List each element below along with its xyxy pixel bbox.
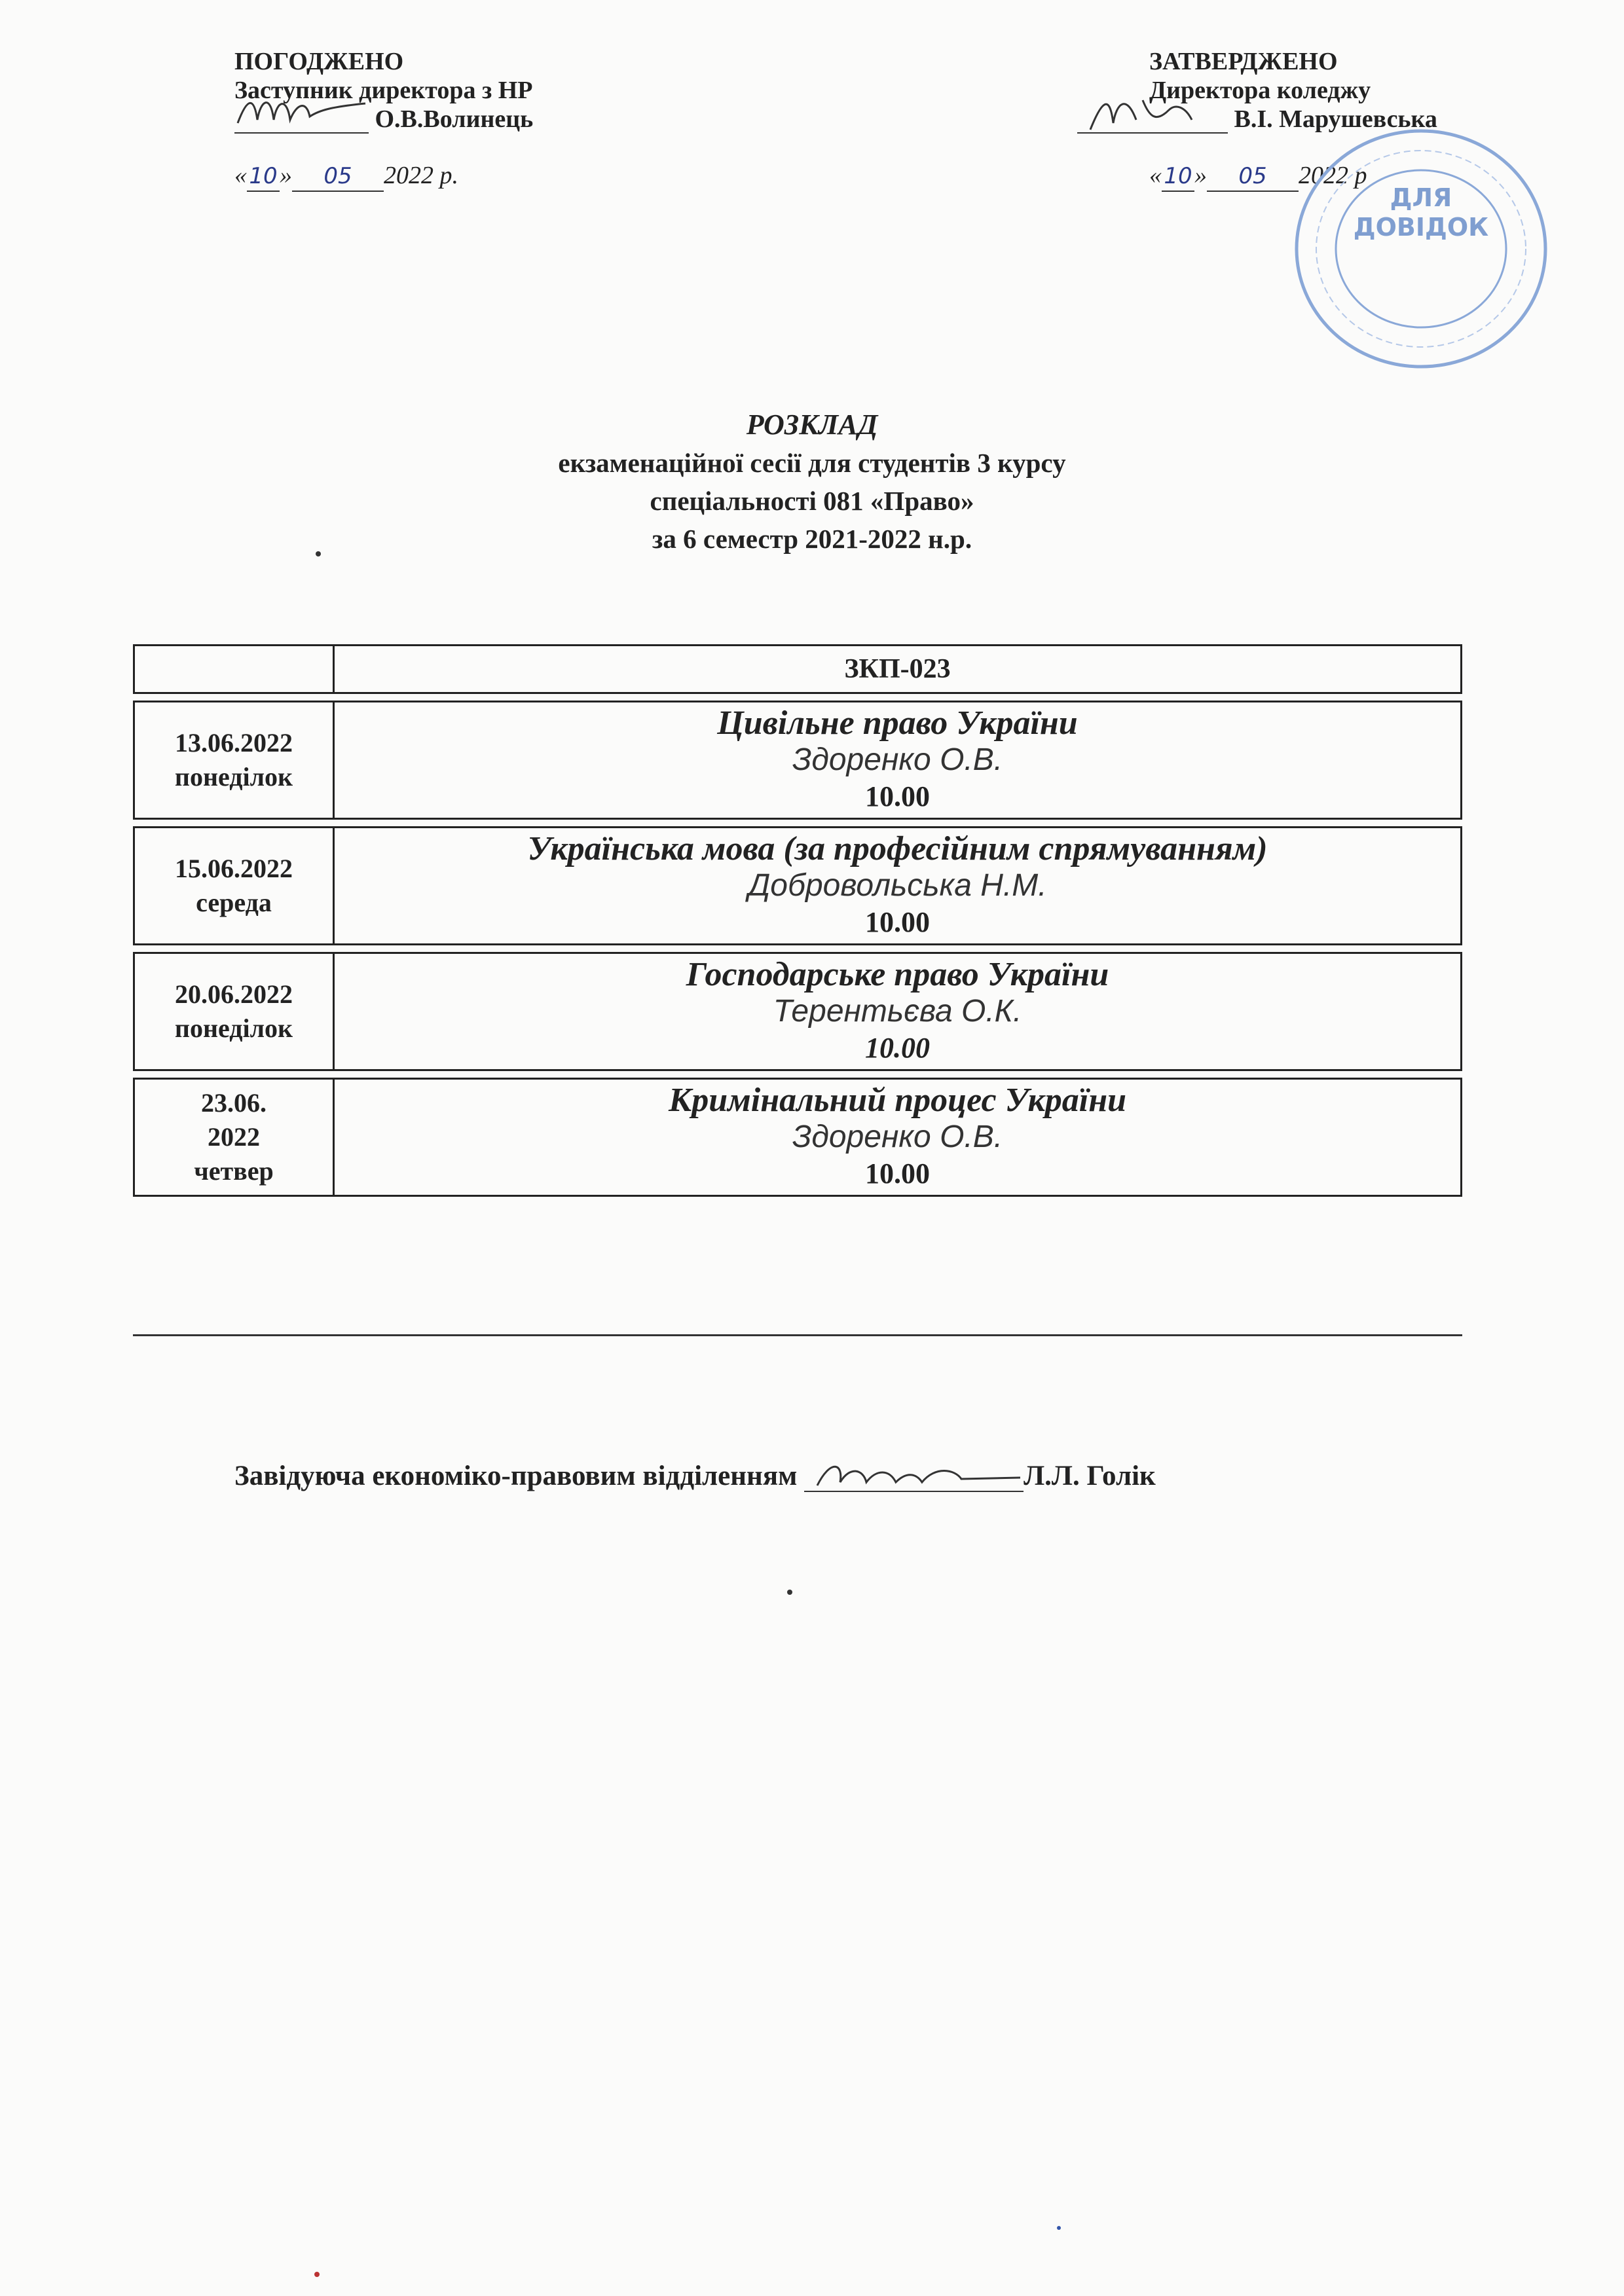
date-value: 13.06.2022 (175, 728, 293, 757)
weekday: середа (196, 888, 272, 917)
approval-left-heading: ПОГОДЖЕНО (234, 48, 404, 75)
teacher: Здоренко О.В. (792, 742, 1003, 777)
approval-right-position: Директора коледжу (1149, 77, 1371, 104)
approval-left-date (234, 161, 533, 192)
stamp-text-1: ДЛЯ (1390, 183, 1452, 212)
subject: Кримінальний процес України (668, 1082, 1127, 1119)
date-year: 2022 (208, 1122, 260, 1152)
approval-left-month: 05 (292, 162, 384, 192)
footer-name: Л.Л. Голік (1024, 1461, 1156, 1491)
title-main: РОЗКЛАД (746, 409, 878, 441)
header-empty-cell (133, 644, 333, 694)
date-open-quote: « (234, 162, 247, 189)
approval-right-heading: ЗАТВЕРДЖЕНО (1149, 48, 1338, 75)
footer-signature (804, 1467, 1024, 1492)
date-open-quote: « (1149, 162, 1162, 189)
table-row (133, 952, 1462, 1071)
exam-time: 10.00 (865, 1032, 930, 1064)
exam-info (333, 952, 1462, 1071)
approval-left (234, 47, 533, 192)
exam-time: 10.00 (865, 1157, 930, 1190)
approval-left-name: О.В.Волинець (375, 105, 534, 133)
exam-date (133, 826, 333, 945)
document-title (0, 406, 1624, 558)
footer-position: Завідуюча економіко-правовим відділенням (234, 1461, 798, 1491)
weekday: четвер (194, 1156, 274, 1186)
official-stamp (1283, 118, 1559, 380)
approval-right-year: 2022 р (1299, 162, 1367, 189)
scan-speck (314, 2272, 320, 2277)
scan-speck (1057, 2226, 1061, 2230)
teacher: Терентьєва О.К. (773, 994, 1022, 1029)
date-mid: » (280, 162, 292, 189)
approval-left-position: Заступник директора з НР (234, 77, 533, 104)
footer-signature-line (234, 1460, 1156, 1492)
date-value: 20.06.2022 (175, 979, 293, 1009)
approval-right-month: 05 (1207, 162, 1299, 192)
stamp-text-2: ДОВІДОК (1353, 213, 1489, 242)
approval-left-signature (234, 106, 369, 134)
date-mid: » (1194, 162, 1207, 189)
exam-info (333, 826, 1462, 945)
date-value: 23.06. (201, 1088, 267, 1118)
exam-date (133, 701, 333, 820)
exam-schedule-table (133, 638, 1462, 1203)
table-row (133, 1078, 1462, 1197)
group-name: ЗКП-023 (333, 644, 1462, 694)
approval-right-name: В.І. Марушевська (1234, 105, 1437, 133)
exam-time: 10.00 (865, 906, 930, 938)
approval-left-year: 2022 р. (384, 162, 458, 189)
teacher: Здоренко О.В. (792, 1120, 1003, 1154)
weekday: понеділок (174, 1013, 293, 1043)
scan-speck (316, 551, 321, 556)
exam-date (133, 1078, 333, 1197)
title-line-3: за 6 семестр 2021-2022 н.р. (652, 524, 972, 554)
scan-speck (787, 1590, 792, 1595)
approval-left-day: 10 (247, 162, 280, 192)
approval-right-signature (1077, 106, 1228, 134)
teacher: Добровольська Н.М. (748, 868, 1047, 903)
table-bottom-rule (133, 1334, 1462, 1336)
subject: Українська мова (за професійним спрямуванням) (527, 830, 1268, 867)
table-header-row (133, 644, 1462, 694)
table-row (133, 701, 1462, 820)
title-line-2: спеціальності 081 «Право» (650, 486, 974, 516)
weekday: понеділок (174, 762, 293, 792)
subject: Цивільне право України (717, 704, 1078, 742)
table-row (133, 826, 1462, 945)
exam-date (133, 952, 333, 1071)
title-line-1: екзаменаційної сесії для студентів 3 курсу (558, 448, 1066, 478)
approval-right-day: 10 (1162, 162, 1194, 192)
subject: Господарське право України (686, 956, 1109, 993)
date-value: 15.06.2022 (175, 854, 293, 883)
exam-info (333, 701, 1462, 820)
exam-info (333, 1078, 1462, 1197)
exam-time: 10.00 (865, 780, 930, 812)
